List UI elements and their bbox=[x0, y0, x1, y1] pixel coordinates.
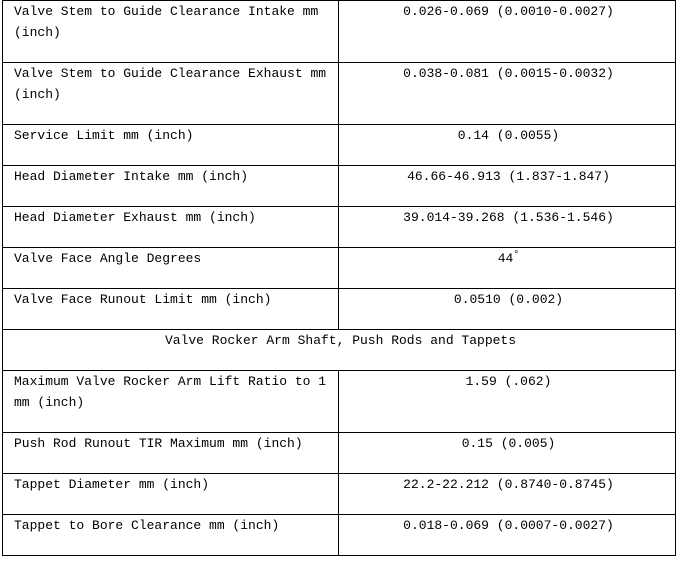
spec-label: Valve Face Angle Degrees bbox=[3, 248, 339, 289]
table-row bbox=[3, 371, 676, 433]
spec-label: Maximum Valve Rocker Arm Lift Ratio to 1 mm (inch) bbox=[3, 371, 339, 433]
spec-value: 0.0510 (0.002) bbox=[339, 289, 676, 330]
table-row bbox=[3, 63, 676, 125]
section-heading: Valve Rocker Arm Shaft, Push Rods and Tappets bbox=[3, 330, 676, 371]
spec-value: 0.15 (0.005) bbox=[339, 433, 676, 474]
spec-label: Valve Face Runout Limit mm (inch) bbox=[3, 289, 339, 330]
spec-label: Tappet to Bore Clearance mm (inch) bbox=[3, 515, 339, 556]
table-row bbox=[3, 515, 676, 556]
spec-label: Service Limit mm (inch) bbox=[3, 125, 339, 166]
spec-value bbox=[339, 248, 676, 289]
spec-value: 0.018-0.069 (0.0007-0.0027) bbox=[339, 515, 676, 556]
table-row bbox=[3, 1, 676, 63]
table-row bbox=[3, 207, 676, 248]
table-row bbox=[3, 289, 676, 330]
table-row bbox=[3, 474, 676, 515]
degree-symbol: ° bbox=[513, 250, 520, 261]
spec-value: 1.59 (.062) bbox=[339, 371, 676, 433]
table-row bbox=[3, 433, 676, 474]
table-row bbox=[3, 248, 676, 289]
spec-label: Head Diameter Exhaust mm (inch) bbox=[3, 207, 339, 248]
spec-label: Push Rod Runout TIR Maximum mm (inch) bbox=[3, 433, 339, 474]
spec-label: Valve Stem to Guide Clearance Exhaust mm (inch) bbox=[3, 63, 339, 125]
spec-label: Valve Stem to Guide Clearance Intake mm (inch) bbox=[3, 1, 339, 63]
valve-specifications-table bbox=[2, 0, 676, 556]
table-row bbox=[3, 166, 676, 207]
spec-value: 0.14 (0.0055) bbox=[339, 125, 676, 166]
spec-label: Head Diameter Intake mm (inch) bbox=[3, 166, 339, 207]
angle-value: 44 bbox=[497, 251, 514, 266]
spec-value: 0.038-0.081 (0.0015-0.0032) bbox=[339, 63, 676, 125]
spec-label: Tappet Diameter mm (inch) bbox=[3, 474, 339, 515]
table-row bbox=[3, 125, 676, 166]
section-heading-row bbox=[3, 330, 676, 371]
spec-value: 39.014-39.268 (1.536-1.546) bbox=[339, 207, 676, 248]
spec-value: 46.66-46.913 (1.837-1.847) bbox=[339, 166, 676, 207]
spec-value: 0.026-0.069 (0.0010-0.0027) bbox=[339, 1, 676, 63]
spec-value: 22.2-22.212 (0.8740-0.8745) bbox=[339, 474, 676, 515]
